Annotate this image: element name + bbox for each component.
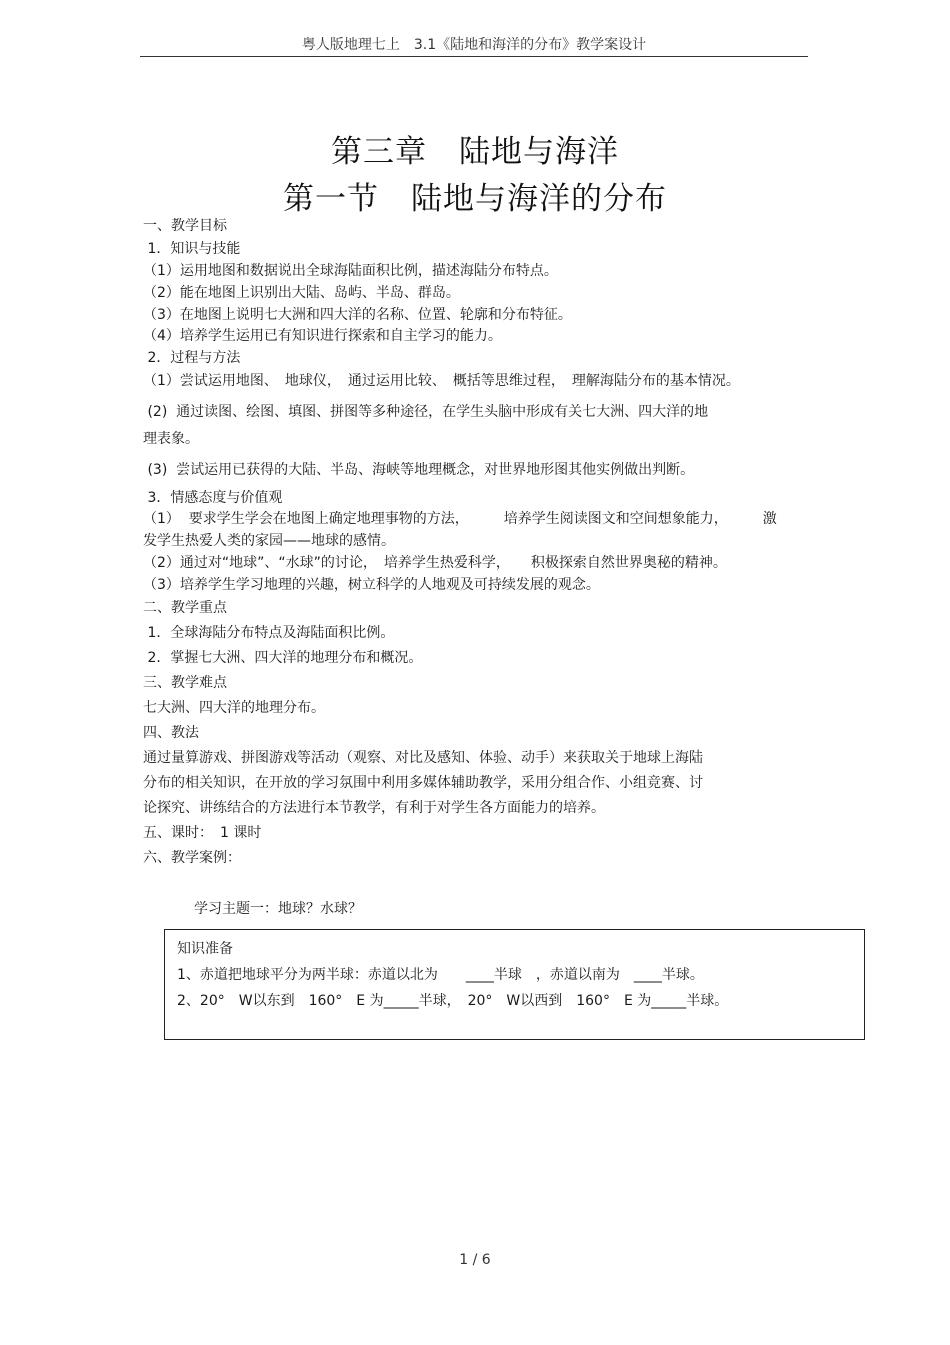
fill-blank-question: 1、赤道把地球平分为两半球：赤道以北为 ____半球 ，赤道以南为 ____半球。	[177, 967, 704, 983]
paragraph-line: (2) 通过读图、绘图、填图、拼图等多种途径，在学生头脑中形成有关七大洲、四大洋的地	[143, 404, 709, 420]
paragraph-line: 分布的相关知识，在开放的学习氛围中利用多媒体辅助教学，采用分组合作、小组竞赛、讨	[143, 775, 703, 791]
subheading-attitude: 3．情感态度与价值观	[143, 490, 283, 506]
paragraph-line: （2）能在地图上识别出大陆、岛屿、半岛、群岛。	[143, 285, 460, 301]
paragraph-line: （2）通过对“地球”、“水球”的讨论， 培养学生热爱科学， 积极探索自然世界奥秘的精神。	[143, 555, 727, 571]
paragraph-line: 七大洲、四大洋的地理分布。	[143, 700, 325, 716]
section-title: 第一节 陆地与海洋的分布	[283, 181, 667, 217]
paragraph-line: （1） 要求学生学会在地图上确定地理事物的方法， 培养学生阅读图文和空间想象能力， 激	[143, 511, 777, 527]
learning-topic: 学习主题一：地球？水球？	[194, 901, 362, 917]
list-item: 2．掌握七大洲、四大洋的地理分布和概况。	[143, 650, 423, 666]
running-header: 粤人版地理七上 3.1《陆地和海洋的分布》教学案设计	[301, 37, 647, 53]
list-item: 1．全球海陆分布特点及海陆面积比例。	[143, 625, 395, 641]
paragraph-line: （1）运用地图和数据说出全球海陆面积比例，描述海陆分布特点。	[143, 263, 558, 279]
paragraph-line: 通过量算游戏、拼图游戏等活动（观察、对比及感知、体验、动手）来获取关于地球上海陆	[143, 750, 703, 766]
paragraph-line: （4）培养学生运用已有知识进行探索和自主学习的能力。	[143, 328, 502, 344]
paragraph-line: （3）在地图上说明七大洲和四大洋的名称、位置、轮廓和分布特征。	[143, 307, 572, 323]
box-heading: 知识准备	[177, 941, 233, 957]
heading-key-points: 二、教学重点	[143, 600, 227, 616]
knowledge-prep-box	[164, 929, 865, 1040]
paragraph-line: 理表象。	[143, 431, 199, 447]
paragraph-line: (3) 尝试运用已获得的大陆、半岛、海峡等地理概念，对世界地形图其他实例做出判断。	[143, 462, 695, 478]
header-rule	[140, 56, 808, 57]
subheading-process: 2．过程与方法	[143, 350, 241, 366]
subheading-knowledge: 1．知识与技能	[143, 241, 241, 257]
fill-blank-question: 2、20° W以东到 160° E 为_____半球， 20° W以西到 160° E 为_____半球。	[177, 993, 729, 1009]
page-number: 1 / 6	[459, 1252, 491, 1268]
paragraph-line: （3）培养学生学习地理的兴趣，树立科学的人地观及可持续发展的观念。	[143, 577, 600, 593]
paragraph-line: 发学生热爱人类的家园——地球的感情。	[143, 533, 395, 549]
heading-case: 六、教学案例：	[143, 850, 241, 866]
paragraph-line: 论探究、讲练结合的方法进行本节教学，有利于对学生各方面能力的培养。	[143, 800, 605, 816]
chapter-title: 第三章 陆地与海洋	[331, 134, 619, 170]
heading-objectives: 一、教学目标	[143, 218, 227, 234]
heading-difficulties: 三、教学难点	[143, 675, 227, 691]
heading-class-hours: 五、课时： 1 课时	[143, 825, 262, 841]
paragraph-line: （1）尝试运用地图、 地球仪， 通过运用比较、 概括等思维过程， 理解海陆分布的基本情况。	[143, 373, 740, 389]
heading-method: 四、教法	[143, 725, 199, 741]
